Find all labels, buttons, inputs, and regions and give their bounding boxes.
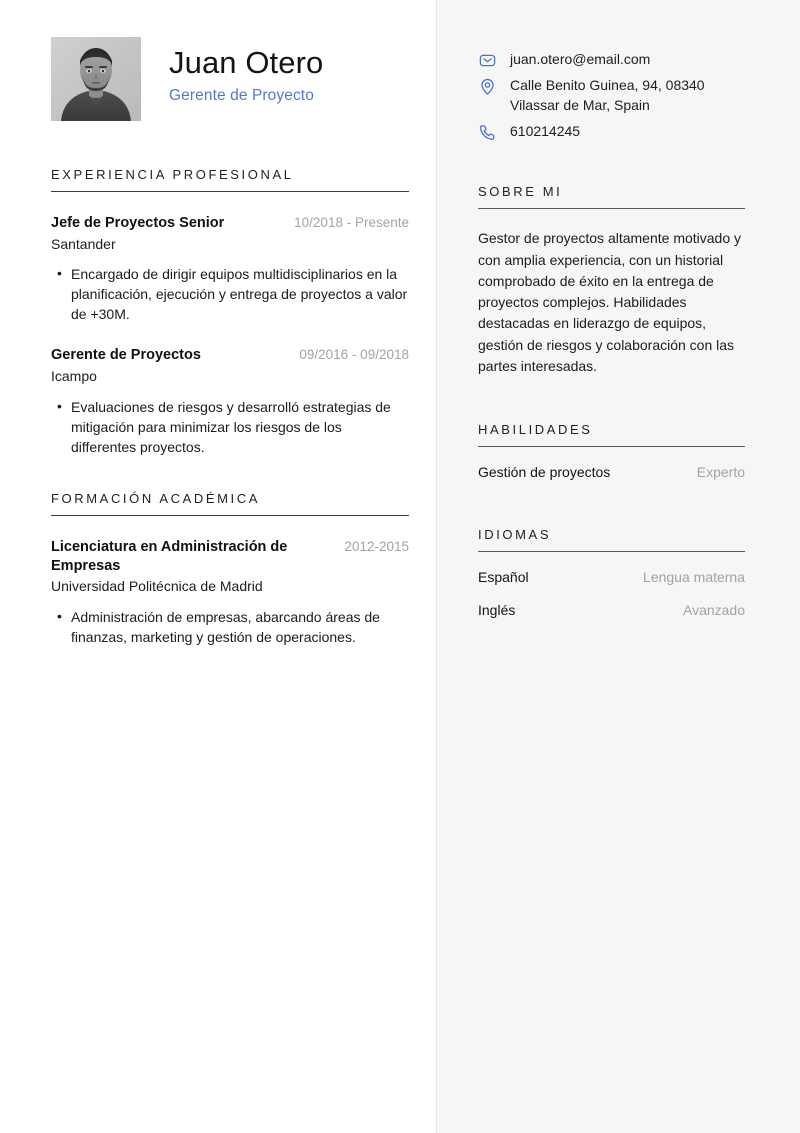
entry-degree: Licenciatura en Administración de Empresas: [51, 538, 288, 574]
contact-email[interactable]: [478, 50, 745, 69]
section-education: [51, 491, 409, 647]
language-name: Inglés: [478, 602, 516, 619]
experience-entry: [51, 346, 409, 456]
entry-organization: Icampo: [51, 368, 97, 385]
entry-role: Gerente de Proyectos: [51, 347, 201, 364]
entry-header: [51, 346, 409, 365]
experience-entry: [51, 214, 409, 324]
section-experience: [51, 167, 409, 457]
skill-row: [478, 464, 745, 480]
page-title: Juan Otero: [169, 45, 324, 80]
envelope-icon: [478, 51, 498, 70]
entry-bullets: [51, 264, 409, 324]
section-title-education: FORMACIÓN ACADÉMICA: [51, 490, 261, 506]
entry-institution: Universidad Politécnica de Madrid: [51, 578, 263, 595]
avatar: [51, 37, 141, 121]
name-block: [169, 37, 323, 106]
skill-name: Gestión de proyectos: [478, 464, 611, 481]
list-item: • Administración de empresas, abarcando áreas de finanzas, marketing y gestión de operaciones.: [71, 607, 409, 647]
section-languages: [478, 527, 745, 618]
entry-date: 10/2018 - Presente: [294, 215, 409, 230]
skill-level: Experto: [696, 464, 745, 481]
section-title-languages: IDIOMAS: [478, 527, 552, 543]
entry-bullets: [51, 607, 409, 647]
about-text: Gestor de proyectos altamente motivado y con amplia experiencia, con un historial comprobado de éxito en la entrega de proyectos complejos. Habilidades destacadas en liderazgo de equipos, gestión de riesgos y colaboración con las partes interesadas.: [478, 230, 742, 374]
section-divider: [51, 515, 409, 516]
contact-address-text: Calle Benito Guinea, 94, 08340 Vilassar de Mar, Spain: [510, 77, 705, 113]
contact-phone[interactable]: [478, 122, 745, 141]
contact-email-text: juan.otero@email.com: [510, 51, 651, 67]
list-item: • Encargado de dirigir equipos multidisciplinarios en la planificación, ejecución y entrega de proyectos a valor de +30M.: [71, 264, 409, 324]
section-divider: [478, 208, 745, 209]
language-row: [478, 569, 745, 585]
entry-bullets: [51, 397, 409, 457]
right-column: [437, 0, 800, 1133]
language-level: Lengua materna: [643, 569, 745, 586]
spacer: [51, 129, 409, 167]
section-about: [478, 184, 745, 377]
entry-organization: Santander: [51, 235, 116, 252]
section-divider: [478, 446, 745, 447]
spacer: [478, 480, 745, 527]
section-divider: [51, 191, 409, 192]
contact-phone-text: 610214245: [510, 122, 581, 139]
contact-list: [478, 50, 745, 141]
spacer: [478, 377, 745, 422]
entry-header: [51, 214, 409, 233]
entry-date: 09/2016 - 09/2018: [299, 347, 409, 363]
section-skills: [478, 422, 745, 480]
entry-role: Jefe de Proyectos Senior: [51, 215, 225, 231]
section-title-experience: EXPERIENCIA PROFESIONAL: [51, 167, 294, 182]
identity-header: [51, 37, 409, 129]
list-item: • Evaluaciones de riesgos y desarrolló estrategias de mitigación para minimizar los riesgos de los differentes proyectos.: [71, 397, 409, 457]
language-level: Avanzado: [682, 602, 745, 619]
job-title: Gerente de Proyecto: [169, 86, 314, 104]
spacer: [478, 148, 745, 184]
education-entry: [51, 538, 409, 647]
section-title-about: SOBRE MI: [478, 184, 563, 200]
contact-address[interactable]: [478, 76, 745, 115]
section-title-skills: HABILIDADES: [478, 422, 593, 438]
entry-date: 2012-2015: [344, 538, 409, 554]
spacer: [51, 457, 409, 491]
location-pin-icon: [478, 77, 498, 96]
entry-header: [51, 538, 409, 575]
language-row: [478, 602, 745, 618]
language-name: Español: [478, 569, 529, 586]
section-divider: [478, 551, 745, 552]
phone-icon: [478, 123, 498, 142]
